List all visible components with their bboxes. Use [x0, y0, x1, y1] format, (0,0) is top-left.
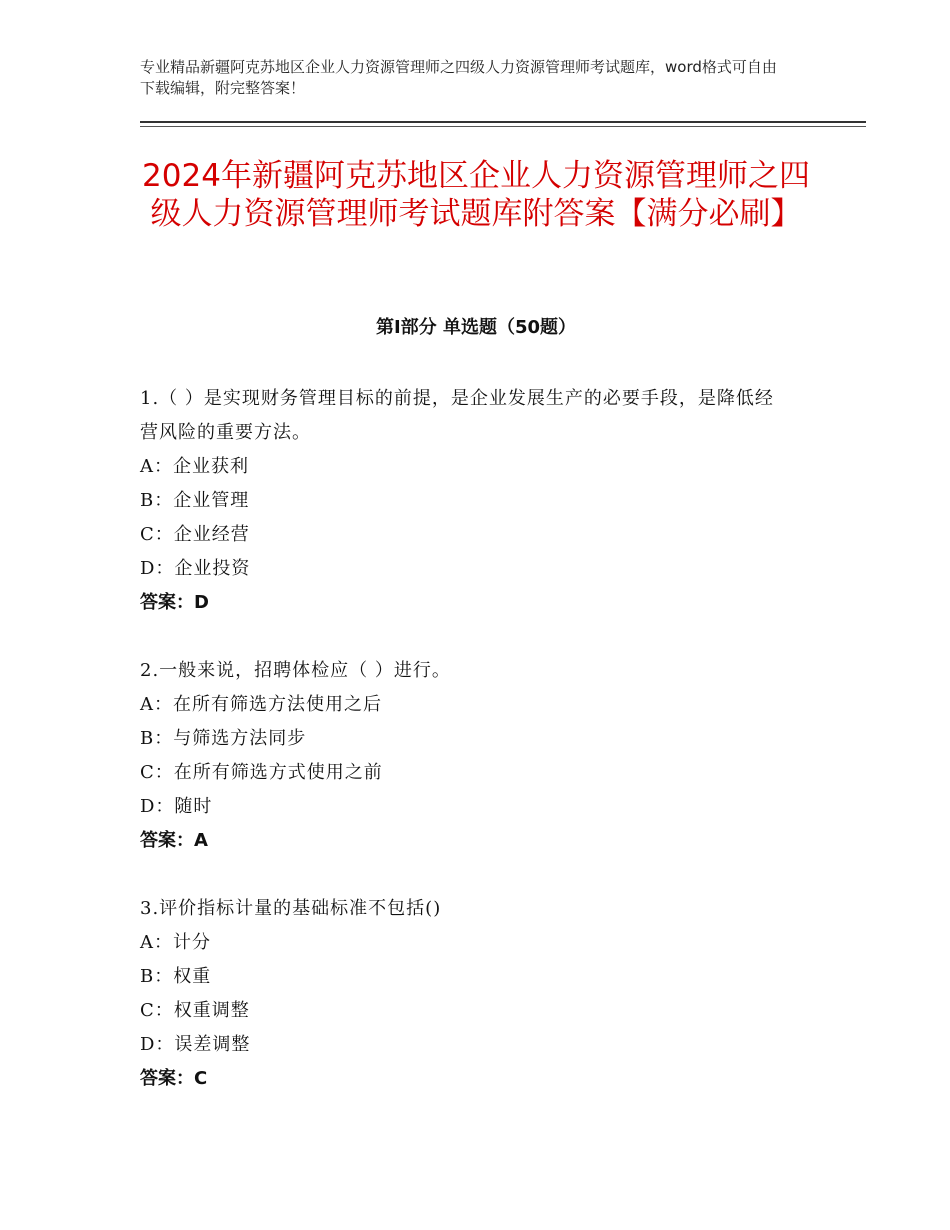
answer-line: 答案：C	[140, 1068, 208, 1089]
option-c: C：权重调整	[140, 1000, 250, 1021]
answer-line: 答案：A	[140, 830, 208, 851]
option-d: D：企业投资	[140, 558, 251, 579]
question-stem: 1.（ ）是实现财务管理目标的前提，是企业发展生产的必要手段，是降低经营风险的重要方法。	[140, 388, 774, 443]
question-stem: 3.评价指标计量的基础标准不包括()	[140, 898, 442, 919]
option-b: B：企业管理	[140, 490, 250, 511]
option-a: A：企业获利	[140, 456, 249, 477]
option-a: A：计分	[140, 932, 211, 953]
option-a: A：在所有筛选方法使用之后	[140, 694, 382, 715]
option-d: D：误差调整	[140, 1034, 251, 1055]
option-c: C：在所有筛选方式使用之前	[140, 762, 383, 783]
option-b: B：权重	[140, 966, 212, 987]
question-3	[140, 892, 790, 1096]
header-divider-thin	[140, 126, 866, 127]
question-1	[140, 382, 790, 620]
header-divider-thick	[140, 121, 866, 123]
header-note: 专业精品新疆阿克苏地区企业人力资源管理师之四级人力资源管理师考试题库，word格式可自由下载编辑，附完整答案！	[140, 58, 777, 97]
document-title: 2024年新疆阿克苏地区企业人力资源管理师之四级人力资源管理师考试题库附答案【满分必刷】	[142, 158, 810, 232]
option-b: B：与筛选方法同步	[140, 728, 307, 749]
option-c: C：企业经营	[140, 524, 250, 545]
answer-line: 答案：D	[140, 592, 209, 613]
question-2	[140, 654, 790, 858]
option-d: D：随时	[140, 796, 213, 817]
question-list	[140, 382, 790, 1130]
question-stem: 2.一般来说，招聘体检应（ ）进行。	[140, 660, 451, 681]
section-title: 第Ⅰ部分 单选题（50题）	[375, 317, 576, 338]
